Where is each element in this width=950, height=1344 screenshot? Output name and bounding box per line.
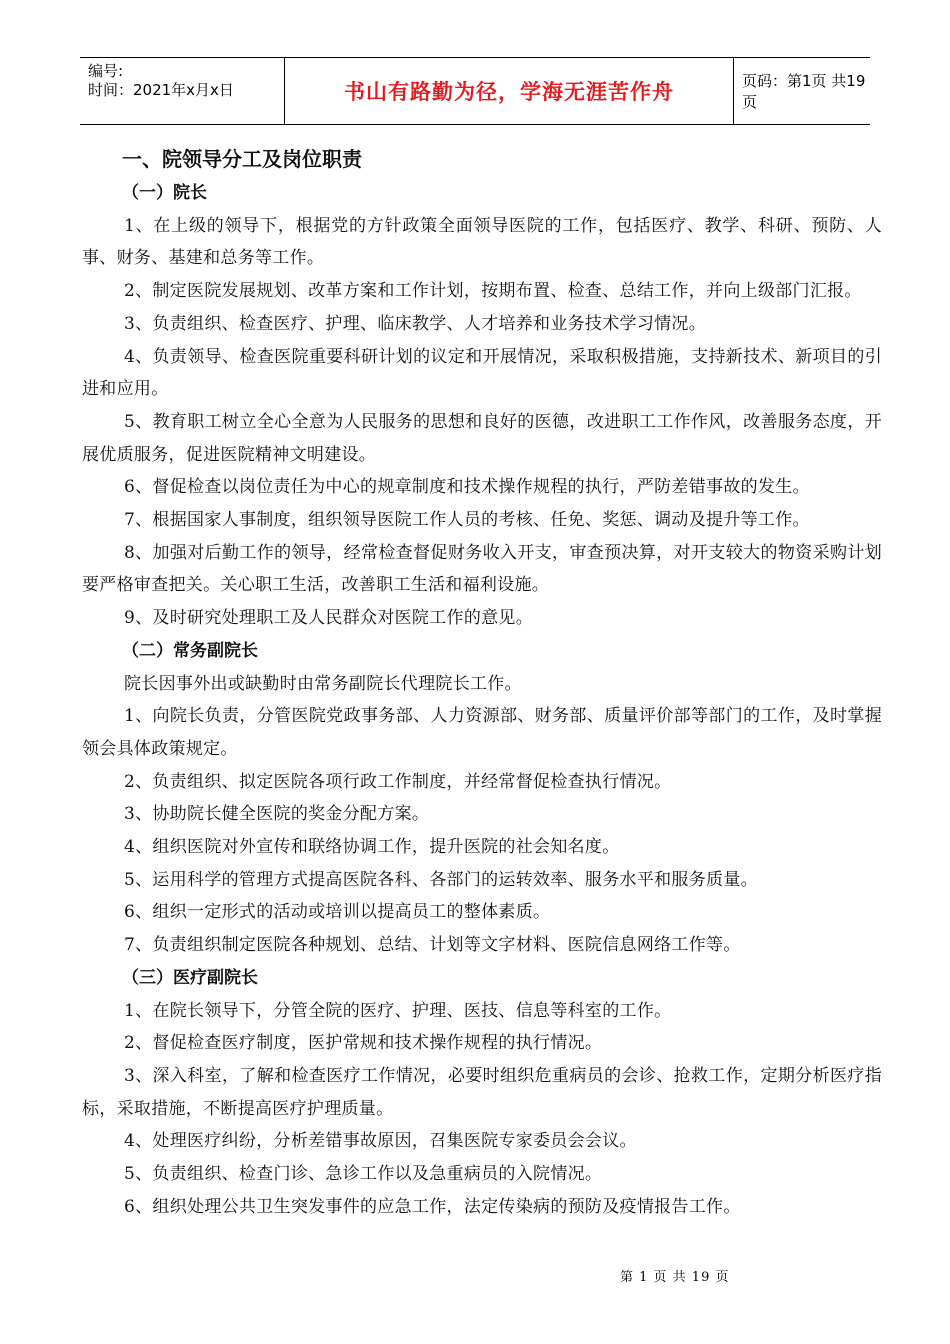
section-heading: （二）常务副院长 xyxy=(122,640,258,661)
page-header xyxy=(80,57,870,125)
paragraph: 7、根据国家人事制度，组织领导医院工作人员的考核、任免、奖惩、调动及提升等工作。 xyxy=(124,510,810,531)
section-heading: （一）院长 xyxy=(122,183,207,203)
document-title: 一、院领导分工及岗位职责 xyxy=(122,147,362,171)
paragraph: 7、负责组织制定医院各种规划、总结、计划等文字材料、医院信息网络工作等。 xyxy=(124,935,741,956)
paragraph: 4、组织医院对外宣传和联络协调工作，提升医院的社会知名度。 xyxy=(124,837,620,858)
paragraph: 院长因事外出或缺勤时由常务副院长代理院长工作。 xyxy=(124,673,522,694)
section-president xyxy=(82,177,882,635)
document-number-label: 编号: xyxy=(88,62,124,80)
paragraph: 5、负责组织、检查门诊、急诊工作以及急重病员的入院情况。 xyxy=(124,1164,603,1185)
document-date-label: 时间：2021年x月x日 xyxy=(88,81,234,99)
paragraph: 4、处理医疗纠纷，分析差错事故原因，召集医院专家委员会会议。 xyxy=(124,1131,637,1152)
paragraph: 5、运用科学的管理方式提高医院各科、各部门的运转效率、服务水平和服务质量。 xyxy=(124,869,758,890)
paragraph: 2、制定医院发展规划、改革方案和工作计划，按期布置、检查、总结工作，并向上级部门汇报。 xyxy=(124,281,862,302)
header-meta xyxy=(80,58,284,124)
header-motto: 书山有路勤为径，学海无涯苦作舟 xyxy=(284,58,734,124)
paragraph: 3、深入科室，了解和检查医疗工作情况，必要时组织危重病员的会诊、抢救工作，定期分析医疗指标，采取措施，不断提高医疗护理质量。 xyxy=(82,1065,882,1119)
section-executive-vice-president xyxy=(82,635,882,962)
header-page-number: 页码：第1页 共19页 xyxy=(742,72,866,111)
paragraph: 1、在上级的领导下，根据党的方针政策全面领导医院的工作，包括医疗、教学、科研、预防、人事、财务、基建和总务等工作。 xyxy=(82,215,882,269)
paragraph: 5、教育职工树立全心全意为人民服务的思想和良好的医德，改进职工工作作风，改善服务态度，开展优质服务，促进医院精神文明建设。 xyxy=(82,411,882,465)
paragraph: 8、加强对后勤工作的领导，经常检查督促财务收入开支，审查预决算，对开支较大的物资采购计划要严格审查把关。关心职工生活，改善职工生活和福利设施。 xyxy=(82,542,882,596)
paragraph: 6、组织一定形式的活动或培训以提高员工的整体素质。 xyxy=(124,902,551,923)
page-footer: 第 1 页 共 19 页 xyxy=(620,1270,730,1285)
paragraph: 1、向院长负责，分管医院党政事务部、人力资源部、财务部、质量评价部等部门的工作，及时掌握领会具体政策规定。 xyxy=(82,706,882,759)
paragraph: 2、督促检查医疗制度，医护常规和技术操作规程的执行情况。 xyxy=(124,1033,603,1054)
section-heading: （三）医疗副院长 xyxy=(122,967,258,988)
paragraph: 3、协助院长健全医院的奖金分配方案。 xyxy=(124,804,430,825)
paragraph: 2、负责组织、拟定医院各项行政工作制度，并经常督促检查执行情况。 xyxy=(124,771,672,792)
paragraph: 1、在院长领导下，分管全院的医疗、护理、医技、信息等科室的工作。 xyxy=(124,1000,672,1021)
document-body xyxy=(82,141,882,1223)
paragraph: 6、督促检查以岗位责任为中心的规章制度和技术操作规程的执行，严防差错事故的发生。 xyxy=(124,477,810,498)
section-medical-vice-president xyxy=(82,962,882,1224)
paragraph: 6、组织处理公共卫生突发事件的应急工作，法定传染病的预防及疫情报告工作。 xyxy=(124,1196,741,1217)
paragraph: 3、负责组织、检查医疗、护理、临床教学、人才培养和业务技术学习情况。 xyxy=(124,313,707,334)
paragraph: 9、及时研究处理职工及人民群众对医院工作的意见。 xyxy=(124,608,534,629)
paragraph: 4、负责领导、检查医院重要科研计划的议定和开展情况，采取积极措施，支持新技术、新项目的引进和应用。 xyxy=(82,346,882,400)
